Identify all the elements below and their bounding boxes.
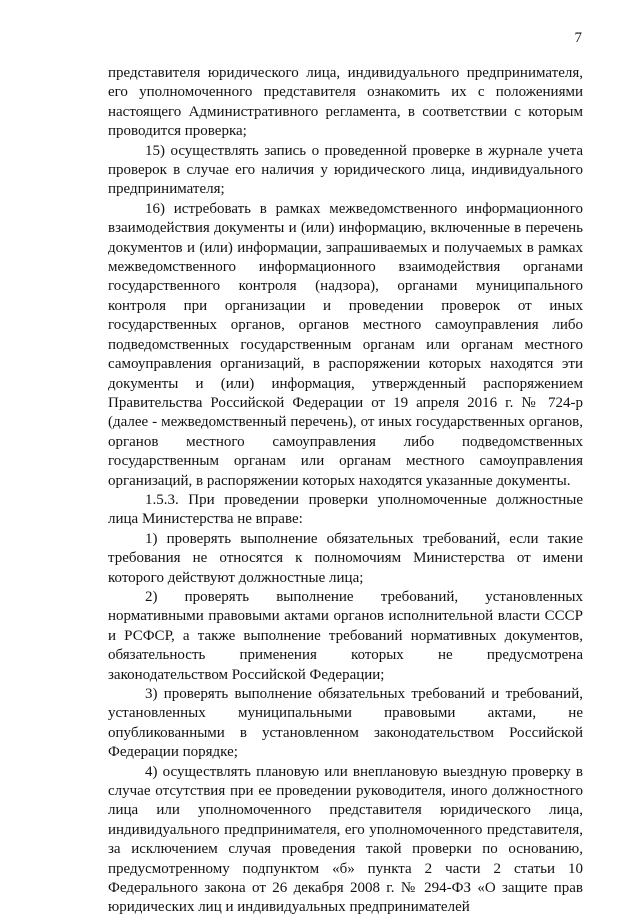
document-body xyxy=(108,64,583,918)
paragraph-item-16: 16) истребовать в рамках межведомственного информационного взаимодействия документы и (или) информацию, включенные в перечень документов и (или) информации, запрашиваемых и получаемых в рамках межведомственного информационного взаимодействия органами государственного контроля (надзора), органами муниципального контроля при организации и проведении проверок от иных государственных органов, органов местного самоуправления либо подведомственных государственным органам или органам местного самоуправления организаций, в распоряжении которых находятся эти документы и (или) информация, утвержденный распоряжением Правительства Российской Федерации от 19 апреля 2016 г. № 724-р (далее - межведомственный перечень), от иных государственных органов, органов местного самоуправления либо подведомственных государственным органам или органам местного самоуправления организаций, в распоряжении которых находятся указанные документы. xyxy=(108,200,583,489)
paragraph-section-1-5-3: 1.5.3. При проведении проверки уполномоченные должностные лица Министерства не вправе: xyxy=(108,491,583,528)
paragraph-item-2: 2) проверять выполнение требований, установленных нормативными правовыми актами органов исполнительной власти СССР и РСФСР, а также выполнение требований нормативных документов, обязательность применения которых не предусмотрена законодательством Российской Федерации; xyxy=(108,588,583,683)
paragraph-item-15: 15) осуществлять запись о проведенной проверке в журнале учета проверок в случае его наличия у юридического лица, индивидуального предпринимателя; xyxy=(108,142,583,198)
page-number: 7 xyxy=(574,30,582,46)
paragraph-item-1: 1) проверять выполнение обязательных требований, если такие требования не относятся к полномочиям Министерства от имени которого действуют должностные лица; xyxy=(108,530,583,586)
paragraph-item-3: 3) проверять выполнение обязательных требований и требований, установленных муниципальными правовыми актами, не опубликованными в установленном законодательством Российской Федерации порядке; xyxy=(108,686,583,761)
paragraph-item-4: 4) осуществлять плановую или внеплановую выездную проверку в случае отсутствия при ее проведении руководителя, иного должностного лица или уполномоченного представителя юридического лица, индивидуального предпринимателя, его уполномоченного представителя, за исключением случая проведения такой проверки по основанию, предусмотренному подпунктом «б» пункта 2 части 2 статьи 10 Федерального закона от 26 декабря 2008 г. № 294-ФЗ «О защите прав юридических лиц и индивидуальных предпринимателей xyxy=(108,763,583,916)
paragraph-continuation: представителя юридического лица, индивидуального предпринимателя, его уполномоченного представителя ознакомить их с положениями настоящего Административного регламента, в соответствии с которым проводится проверка; xyxy=(108,65,583,140)
